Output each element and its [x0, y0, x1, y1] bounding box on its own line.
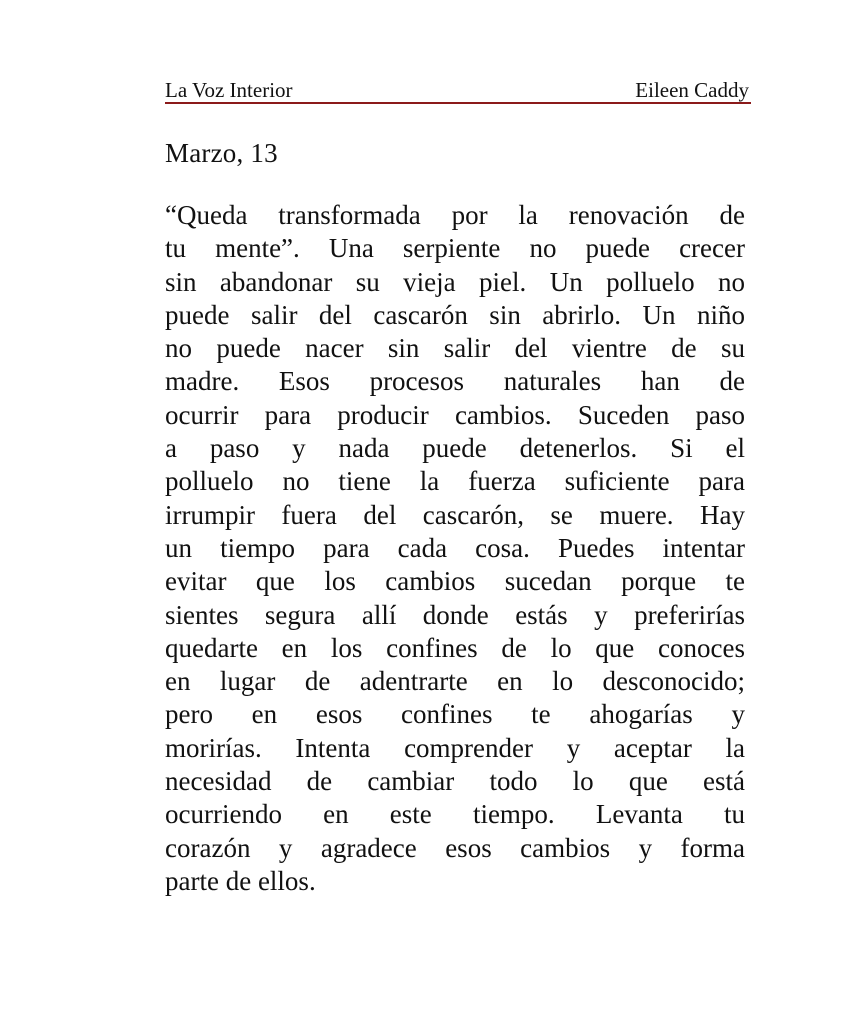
body-line: morirías. Intenta comprender y aceptar la	[165, 732, 745, 763]
body-line: ocurriendo en este tiempo. Levanta tu	[165, 799, 745, 830]
body-line: a paso y nada puede detenerlos. Si el	[165, 433, 745, 464]
running-header	[165, 74, 751, 102]
body-line: no puede nacer sin salir del vientre de su	[165, 333, 745, 364]
body-line: irrumpir fuera del cascarón, se muere. Hay	[165, 499, 745, 530]
body-line: necesidad de cambiar todo lo que está	[165, 766, 745, 797]
body-line: corazón y agradece esos cambios y forma	[165, 832, 745, 863]
author-name: Eileen Caddy	[635, 78, 749, 102]
body-line: ocurrir para producir cambios. Suceden paso	[165, 399, 745, 430]
body-line-last: parte de ellos.	[165, 865, 316, 896]
body-line: pero en esos confines te ahogarías y	[165, 699, 745, 730]
body-line: “Queda transformada por la renovación de	[165, 200, 745, 230]
entry-body	[165, 199, 745, 898]
body-line: quedarte en los confines de lo que conoces	[165, 632, 745, 663]
body-line: en lugar de adentrarte en lo desconocido;	[165, 666, 745, 697]
body-line: evitar que los cambios sucedan porque te	[165, 566, 745, 597]
body-line: madre. Esos procesos naturales han de	[165, 366, 745, 397]
body-line: tu mente”. Una serpiente no puede crecer	[165, 233, 745, 264]
entry-date: Marzo, 13	[165, 138, 278, 168]
body-line: sientes segura allí donde estás y preferirías	[165, 599, 745, 630]
body-line: polluelo no tiene la fuerza suficiente para	[165, 466, 745, 497]
book-title: La Voz Interior	[165, 78, 293, 102]
body-line: un tiempo para cada cosa. Puedes intentar	[165, 532, 745, 563]
header-divider	[165, 102, 751, 104]
body-line: puede salir del cascarón sin abrirlo. Un niño	[165, 299, 745, 330]
body-line: sin abandonar su vieja piel. Un polluelo no	[165, 266, 745, 297]
